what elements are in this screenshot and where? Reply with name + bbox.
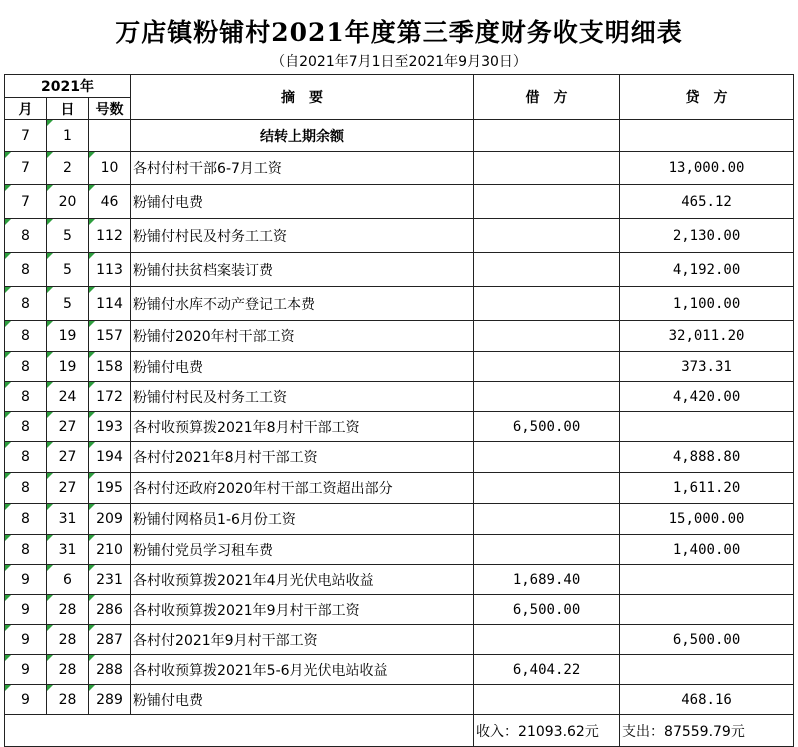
ledger-row [5,382,794,412]
debit-cell [474,120,620,152]
voucher-number-cell: 157 [89,321,131,352]
voucher-number-cell: 172 [89,382,131,412]
day-cell: 31 [47,535,89,565]
ledger-row [5,152,794,185]
expense-total: 支出：87559.79元 [620,715,794,747]
income-total: 收入：21093.62元 [474,715,620,747]
month-cell: 8 [5,219,47,253]
debit-cell: 6,500.00 [474,595,620,625]
credit-cell: 2,130.00 [620,219,794,253]
number-header: 号数 [89,98,131,120]
summary-cell: 各村付2021年8月村干部工资 [131,442,474,473]
totals-row [5,715,794,747]
summary-cell: 各村收预算拨2021年5-6月光伏电站收益 [131,655,474,685]
voucher-number-cell: 210 [89,535,131,565]
ledger-row [5,535,794,565]
month-cell: 7 [5,152,47,185]
month-cell: 9 [5,655,47,685]
ledger-row [5,219,794,253]
month-cell: 8 [5,473,47,504]
debit-cell [474,253,620,287]
credit-cell: 4,888.80 [620,442,794,473]
debit-cell: 6,404.22 [474,655,620,685]
ledger-row [5,412,794,442]
debit-cell [474,504,620,535]
credit-cell [620,595,794,625]
voucher-number-cell: 288 [89,655,131,685]
debit-cell [474,625,620,655]
voucher-number-cell: 158 [89,352,131,382]
date-range-subtitle: （自2021年7月1日至2021年9月30日） [271,54,527,70]
summary-cell: 结转上期余额 [131,120,474,152]
debit-cell [474,185,620,219]
credit-cell: 1,611.20 [620,473,794,504]
voucher-number-cell: 195 [89,473,131,504]
month-cell: 8 [5,287,47,321]
day-cell: 2 [47,152,89,185]
credit-cell [620,120,794,152]
summary-cell: 粉铺付2020年村干部工资 [131,321,474,352]
month-cell: 9 [5,625,47,655]
header-row-year [5,75,794,98]
ledger-row [5,352,794,382]
credit-cell [620,412,794,442]
voucher-number-cell: 231 [89,565,131,595]
day-cell: 6 [47,565,89,595]
ledger-row [5,655,794,685]
summary-cell: 粉铺付电费 [131,685,474,715]
credit-cell [620,655,794,685]
credit-cell: 4,420.00 [620,382,794,412]
credit-cell: 373.31 [620,352,794,382]
summary-cell: 粉铺付电费 [131,185,474,219]
credit-cell: 15,000.00 [620,504,794,535]
debit-cell [474,473,620,504]
voucher-number-cell: 112 [89,219,131,253]
month-cell: 9 [5,565,47,595]
day-cell: 28 [47,625,89,655]
credit-cell: 1,400.00 [620,535,794,565]
summary-cell: 各村收预算拨2021年4月光伏电站收益 [131,565,474,595]
credit-cell: 13,000.00 [620,152,794,185]
credit-cell: 32,011.20 [620,321,794,352]
day-cell: 28 [47,595,89,625]
day-cell: 27 [47,473,89,504]
month-cell: 8 [5,535,47,565]
day-cell: 1 [47,120,89,152]
debit-header: 借 方 [474,75,620,120]
voucher-number-cell: 287 [89,625,131,655]
ledger-row [5,185,794,219]
credit-cell [620,565,794,595]
debit-cell [474,685,620,715]
ledger-row [5,120,794,152]
day-header: 日 [47,98,89,120]
ledger-row [5,685,794,715]
summary-cell: 各村收预算拨2021年9月村干部工资 [131,595,474,625]
ledger-row [5,565,794,595]
day-cell: 28 [47,685,89,715]
ledger-row [5,321,794,352]
month-cell: 9 [5,595,47,625]
day-cell: 31 [47,504,89,535]
voucher-number-cell: 289 [89,685,131,715]
ledger-row [5,473,794,504]
document-title: 万店镇粉铺村2021年度第三季度财务收支明细表 [115,18,683,47]
summary-cell: 粉铺付村民及村务工工资 [131,219,474,253]
debit-cell [474,442,620,473]
month-cell: 8 [5,382,47,412]
voucher-number-cell: 10 [89,152,131,185]
ledger-row [5,442,794,473]
summary-cell: 粉铺付水库不动产登记工本费 [131,287,474,321]
summary-cell: 各村付村干部6-7月工资 [131,152,474,185]
day-cell: 20 [47,185,89,219]
month-cell: 9 [5,685,47,715]
day-cell: 27 [47,412,89,442]
summary-cell: 粉铺付网格员1-6月份工资 [131,504,474,535]
voucher-number-cell: 113 [89,253,131,287]
voucher-number-cell [89,120,131,152]
month-cell: 8 [5,412,47,442]
summary-cell: 各村收预算拨2021年8月村干部工资 [131,412,474,442]
totals-blank-cell [5,715,474,747]
day-cell: 5 [47,287,89,321]
credit-cell: 6,500.00 [620,625,794,655]
voucher-number-cell: 114 [89,287,131,321]
debit-cell [474,287,620,321]
month-cell: 8 [5,321,47,352]
month-header: 月 [5,98,47,120]
debit-cell [474,382,620,412]
month-cell: 8 [5,352,47,382]
debit-cell [474,352,620,382]
day-cell: 24 [47,382,89,412]
debit-cell [474,535,620,565]
summary-cell: 粉铺付电费 [131,352,474,382]
debit-cell [474,321,620,352]
debit-cell: 6,500.00 [474,412,620,442]
debit-cell [474,219,620,253]
summary-header: 摘 要 [131,75,474,120]
day-cell: 27 [47,442,89,473]
credit-cell: 1,100.00 [620,287,794,321]
credit-cell: 465.12 [620,185,794,219]
summary-cell: 粉铺付党员学习租车费 [131,535,474,565]
summary-cell: 各村付还政府2020年村干部工资超出部分 [131,473,474,504]
day-cell: 5 [47,253,89,287]
year-header: 2021年 [5,75,131,98]
credit-cell: 468.16 [620,685,794,715]
month-cell: 8 [5,504,47,535]
debit-cell [474,152,620,185]
voucher-number-cell: 286 [89,595,131,625]
credit-header: 贷 方 [620,75,794,120]
voucher-number-cell: 193 [89,412,131,442]
credit-cell: 4,192.00 [620,253,794,287]
summary-cell: 粉铺付村民及村务工工资 [131,382,474,412]
month-cell: 7 [5,185,47,219]
ledger-row [5,287,794,321]
day-cell: 5 [47,219,89,253]
day-cell: 28 [47,655,89,685]
day-cell: 19 [47,321,89,352]
ledger-row [5,253,794,287]
day-cell: 19 [47,352,89,382]
ledger-table [4,74,794,747]
voucher-number-cell: 46 [89,185,131,219]
month-cell: 8 [5,253,47,287]
ledger-row [5,625,794,655]
month-cell: 7 [5,120,47,152]
voucher-number-cell: 194 [89,442,131,473]
summary-cell: 粉铺付扶贫档案装订费 [131,253,474,287]
ledger-row [5,595,794,625]
summary-cell: 各村付2021年9月村干部工资 [131,625,474,655]
voucher-number-cell: 209 [89,504,131,535]
ledger-row [5,504,794,535]
debit-cell: 1,689.40 [474,565,620,595]
month-cell: 8 [5,442,47,473]
